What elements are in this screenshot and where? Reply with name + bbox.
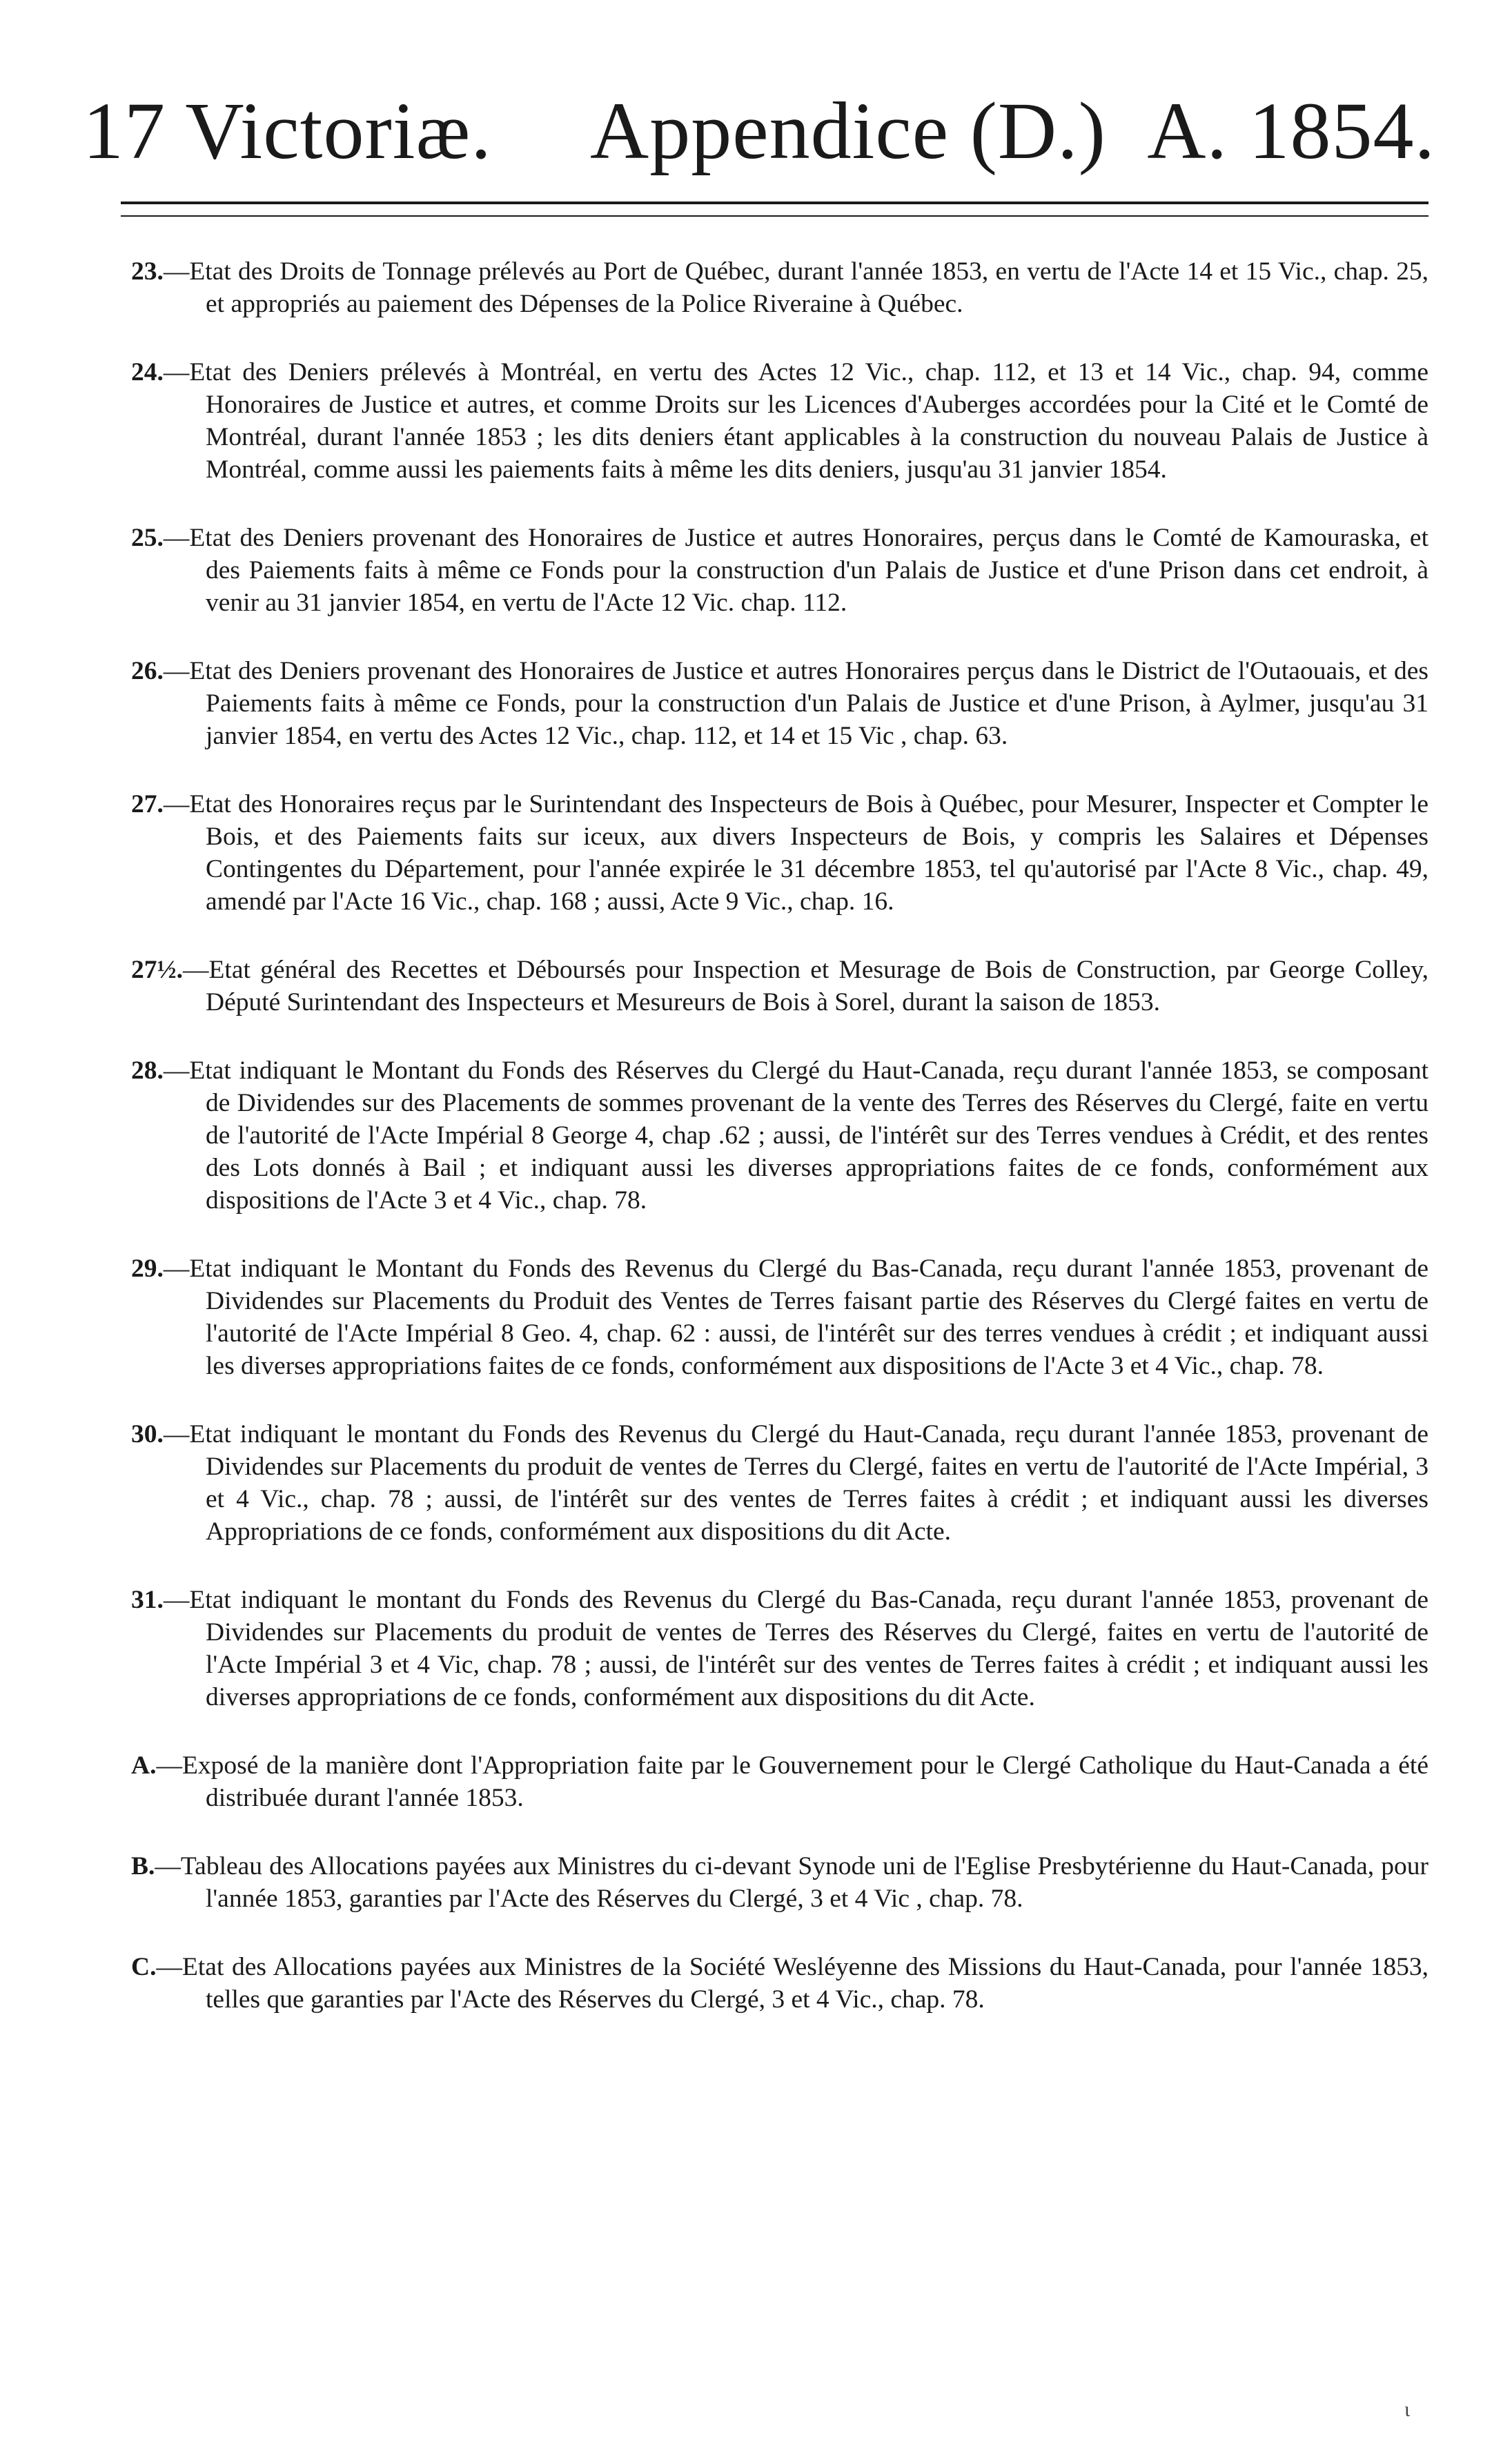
list-item [131,788,1428,918]
list-item [131,1584,1428,1713]
entry-text: —Etat des Honoraires reçus par le Surintendant des Inspecteurs de Bois à Québec, pour Mesurer, Inspecter et Compter le Bois, et des Paiements faits sur iceux, aux divers Inspecteurs de Bois, y compris les Salaires et Dépenses Contingentes du Département, pour l'année expirée le 31 décembre 1853, tel qu'autorisé par l'Acte 8 Vic., chap. 49, amendé par l'Acte 16 Vic., chap. 168 ; aussi, Acte 9 Vic., chap. 16. [163,790,1428,916]
list-item [131,1951,1428,2016]
entry-text: —Etat indiquant le montant du Fonds des Revenus du Clergé du Bas-Canada, reçu durant l'année 1853, provenant de Dividendes sur Placements du produit de ventes de Terres des Réserves du Clergé, faites en vertu de l'autorité de l'Acte Impérial 3 et 4 Vic, chap. 78 ; aussi, de l'intérêt sur des ventes de Terres faites à crédit ; et indiquant aussi les diverses appropriations de ce fonds, conformément aux dispositions du dit Acte. [163,1586,1428,1711]
entry-number: B. [131,1852,155,1880]
header-rule-thin [121,215,1428,217]
list-item [131,255,1428,320]
page-corner-mark: ι [1404,2398,1411,2421]
entry-list [131,255,1428,2052]
list-item [131,1418,1428,1548]
list-item [131,1054,1428,1217]
entry-text: —Etat des Droits de Tonnage prélevés au Port de Québec, durant l'année 1853, en vertu de l'Acte 14 et 15 Vic., chap. 25, et appropriés au paiement des Dépenses de la Police Riveraine à Québec. [163,257,1428,318]
list-item [131,655,1428,752]
entry-number: 31. [131,1586,164,1614]
entry-text: —Etat des Allocations payées aux Ministres de la Société Wesléyenne des Missions du Haut-Canada, pour l'année 1853, telles que garanties par l'Acte des Réserves du Clergé, 3 et 4 Vic., chap. 78. [156,1953,1428,2014]
entry-number: 27. [131,790,164,818]
entry-number: 27½. [131,956,183,984]
entry-number: A. [131,1751,157,1780]
list-item [131,1749,1428,1814]
entry-text: —Etat indiquant le Montant du Fonds des Revenus du Clergé du Bas-Canada, reçu durant l'année 1853, provenant de Dividendes sur Placements du Produit des Ventes de Terres faisant partie des Réserves du Clergé faites en vertu de l'autorité de l'Acte Impérial 8 Geo. 4, chap. 62 : aussi, de l'intérêt sur des terres vendues à crédit ; et indiquant aussi les diverses appropriations faites de ce fonds, conformément aux dispositions de l'Acte 3 et 4 Vic., chap. 78. [163,1255,1428,1380]
entry-text: —Exposé de la manière dont l'Appropriation faite par le Gouvernement pour le Clergé Catholique du Haut-Canada a été distribuée durant l'année 1853. [156,1751,1428,1812]
list-item [131,522,1428,619]
header-appendix: Appendice (D.) [590,86,1106,176]
header-session: 17 Victoriæ. [83,86,492,176]
entry-number: 29. [131,1255,164,1283]
entry-text: —Etat indiquant le montant du Fonds des Revenus du Clergé du Haut-Canada, reçu durant l'année 1853, provenant de Dividendes sur Placements du produit de ventes de Terres du Clergé, faites en vertu de l'autorité de l'Acte Impérial, 3 et 4 Vic., chap. 78 ; aussi, de l'intérêt sur des ventes de Terres faites à crédit ; et indiquant aussi les diverses Appropriations de ce fonds, conformément aux dispositions du dit Acte. [163,1420,1428,1546]
entry-text: —Etat des Deniers provenant des Honoraires de Justice et autres Honoraires, perçus dans le Comté de Kamouraska, et des Paiements faits à même ce Fonds pour la construction d'un Palais de Justice et d'une Prison dans cet endroit, à venir au 31 janvier 1854, en vertu de l'Acte 12 Vic. chap. 112. [163,524,1428,617]
entry-text: —Etat des Deniers provenant des Honoraires de Justice et autres Honoraires perçus dans le District de l'Outaouais, et des Paiements faits à même ce Fonds, pour la construction d'un Palais de Justice et d'une Prison, à Aylmer, jusqu'au 31 janvier 1854, en vertu des Actes 12 Vic., chap. 112, et 14 et 15 Vic , chap. 63. [163,657,1428,750]
entry-text: —Etat général des Recettes et Déboursés pour Inspection et Mesurage de Bois de Construction, par George Colley, Député Surintendant des Inspecteurs et Mesureurs de Bois à Sorel, durant la saison de 1853. [183,956,1428,1016]
entry-text: —Etat des Deniers prélevés à Montréal, en vertu des Actes 12 Vic., chap. 112, et 13 et 14 Vic., chap. 94, comme Honoraires de Justice et autres, et comme Droits sur les Licences d'Auberges accordées pour la Cité et le Comté de Montréal, durant l'année 1853 ; les dits deniers étant applicables à la construction du nouveau Palais de Justice à Montréal, comme aussi les paiements faits à même les dits deniers, jusqu'au 31 janvier 1854. [163,358,1428,484]
entry-number: 28. [131,1057,164,1085]
entry-number: C. [131,1953,157,1981]
entry-number: 24. [131,358,164,386]
list-item [131,1850,1428,1915]
header-rule-thick [121,202,1428,204]
list-item [131,356,1428,486]
header-year: A. 1854. [1147,86,1435,176]
entry-number: 25. [131,524,164,552]
entry-number: 26. [131,657,164,685]
page-header [83,83,1435,179]
list-item [131,1252,1428,1382]
entry-number: 30. [131,1420,164,1448]
entry-text: —Etat indiquant le Montant du Fonds des Réserves du Clergé du Haut-Canada, reçu durant l'année 1853, se composant de Dividendes sur des Placements de sommes provenant de la vente des Terres des Réserves du Clergé, faite en vertu de l'autorité de l'Acte Impérial 8 George 4, chap .62 ; aussi, de l'intérêt sur des Terres vendues à Crédit, et des rentes des Lots donnés à Bail ; et indiquant aussi les diverses appropriations faites de ce fonds, conformément aux dispositions de l'Acte 3 et 4 Vic., chap. 78. [163,1057,1428,1215]
entry-number: 23. [131,257,164,286]
list-item [131,954,1428,1019]
entry-text: —Tableau des Allocations payées aux Ministres du ci-devant Synode uni de l'Eglise Presbytérienne du Haut-Canada, pour l'année 1853, garanties par l'Acte des Réserves du Clergé, 3 et 4 Vic , chap. 78. [155,1852,1428,1913]
